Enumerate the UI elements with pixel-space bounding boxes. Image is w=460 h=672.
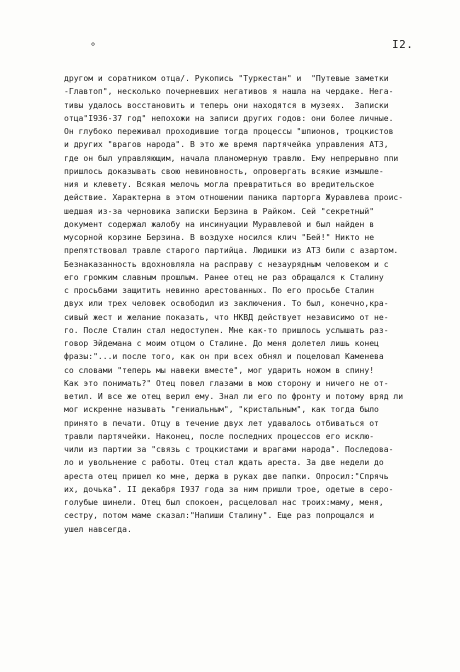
text-line: травли партячейки. Наконец, после последних процессов его исклю- [64, 431, 375, 441]
text-line: ло и увольнение с работы. Отец стал ждать ареста. За две недели до [64, 458, 384, 468]
page-mark: ° [90, 42, 97, 53]
text-line: говор Эйдемана с моим отцом о Сталине. До меня долетел лишь конец [64, 339, 379, 348]
text-line: ветил. И все же отец верил ему. Знал ли его по фронту и потому вряд ли [64, 392, 404, 401]
text-line: ареста отец пришел ко мне, держа в руках две папки. Опросил:"Спрячь [64, 471, 389, 481]
text-line: препятствовал травле старого партийца. Людишки из АТЗ били с азартом. [64, 246, 399, 256]
text-line: ушел навсегда. [64, 524, 132, 534]
page-number: I2. [392, 38, 414, 51]
text-line: действие. Характерна в этом отношении паника парторга Журавлева проис- [64, 193, 404, 203]
text-line: другом и соратником отца/. Рукопись "Туркестан" и "Путевые заметки [64, 74, 389, 83]
text-line: сестру, потом маме сказал:"Напиши Сталину". Еще раз попрощался и [64, 511, 375, 521]
text-line: фразы:"...и после того, как он при всех обнял и поцеловал Каменева [64, 352, 384, 362]
text-line [64, 536, 440, 549]
text-line: голубые шинели. Отец был спокоен, расцеловал нас троих:маму, меня, [64, 498, 384, 507]
text-line: двух или трех человек освободил из заключения. То был, конечно,кра- [64, 299, 389, 309]
text-line: со словами "теперь мы навеки вместе", мог ударить ножом в спину! [64, 365, 375, 375]
text-line: их, дочька". II декабря I937 года за ним пришли трое, одетые в серо- [64, 484, 394, 494]
text-line: его громким славным прошлым. Ранее отец не раз обращался к Сталину [64, 272, 384, 282]
text-line: принято в печати. Отцу в течение двух лет удавалось отбиваться от [64, 418, 379, 428]
text-line: тивы удалось восстановить и теперь они находятся в музеях. Записки [64, 100, 389, 110]
typewritten-text [64, 72, 440, 549]
text-line: го. После Сталин стал недоступен. Мне как-то пришлось услышать раз- [64, 325, 389, 335]
text-line: пришлось доказывать свою невиновность, опровергать всякие измышле- [64, 166, 384, 176]
text-line: Как это понимать?" Отец повел глазами в мою сторону и ничего не от- [64, 378, 389, 388]
text-line: шедшая из-за черновика записки Берзина в Райком. Сей "секретный" [64, 206, 375, 216]
text-line: документ содержал жалобу на инсинуации Муравлевой и был найден в [64, 219, 375, 229]
text-line: мусорной корзине Берзина. В воздухе носился клич "Бей!" Никто не [64, 233, 375, 242]
text-line: Он глубоко переживал проходившие тогда процессы "шпионов, троцкистов [64, 127, 394, 136]
text-line: где он был управляющим, начала планомерную травлю. Ему непрерывно ппи [64, 153, 399, 163]
text-line: -Главтоп", несколько почерневших негативов я нашла на чердаке. Нега- [64, 87, 394, 97]
text-line: ния и клевету. Всякая мелочь могла превратиться во вредительское [64, 180, 375, 189]
text-line: с просьбами защитить невинно арестованных. По его просьбе Сталин [64, 286, 375, 295]
text-line: и других "врагов народа". В это же время партячейка управления АТЗ, [64, 140, 389, 150]
text-line: сивый жест и желание показать, что НКВД действует независимо от не- [64, 312, 389, 322]
text-line: Безнаказанность вдохновляла на расправу с незаурядным человеком и с [64, 259, 389, 269]
text-line: отца"I936-37 год" непохожи на записи других годов: они более личные. [64, 113, 394, 123]
text-line: мог искренне называть "гениальным", "кристальным", как тогда было [64, 405, 379, 415]
text-line: чили из партии за "связь с троцкистами и врагами народа". Последова- [64, 445, 394, 454]
